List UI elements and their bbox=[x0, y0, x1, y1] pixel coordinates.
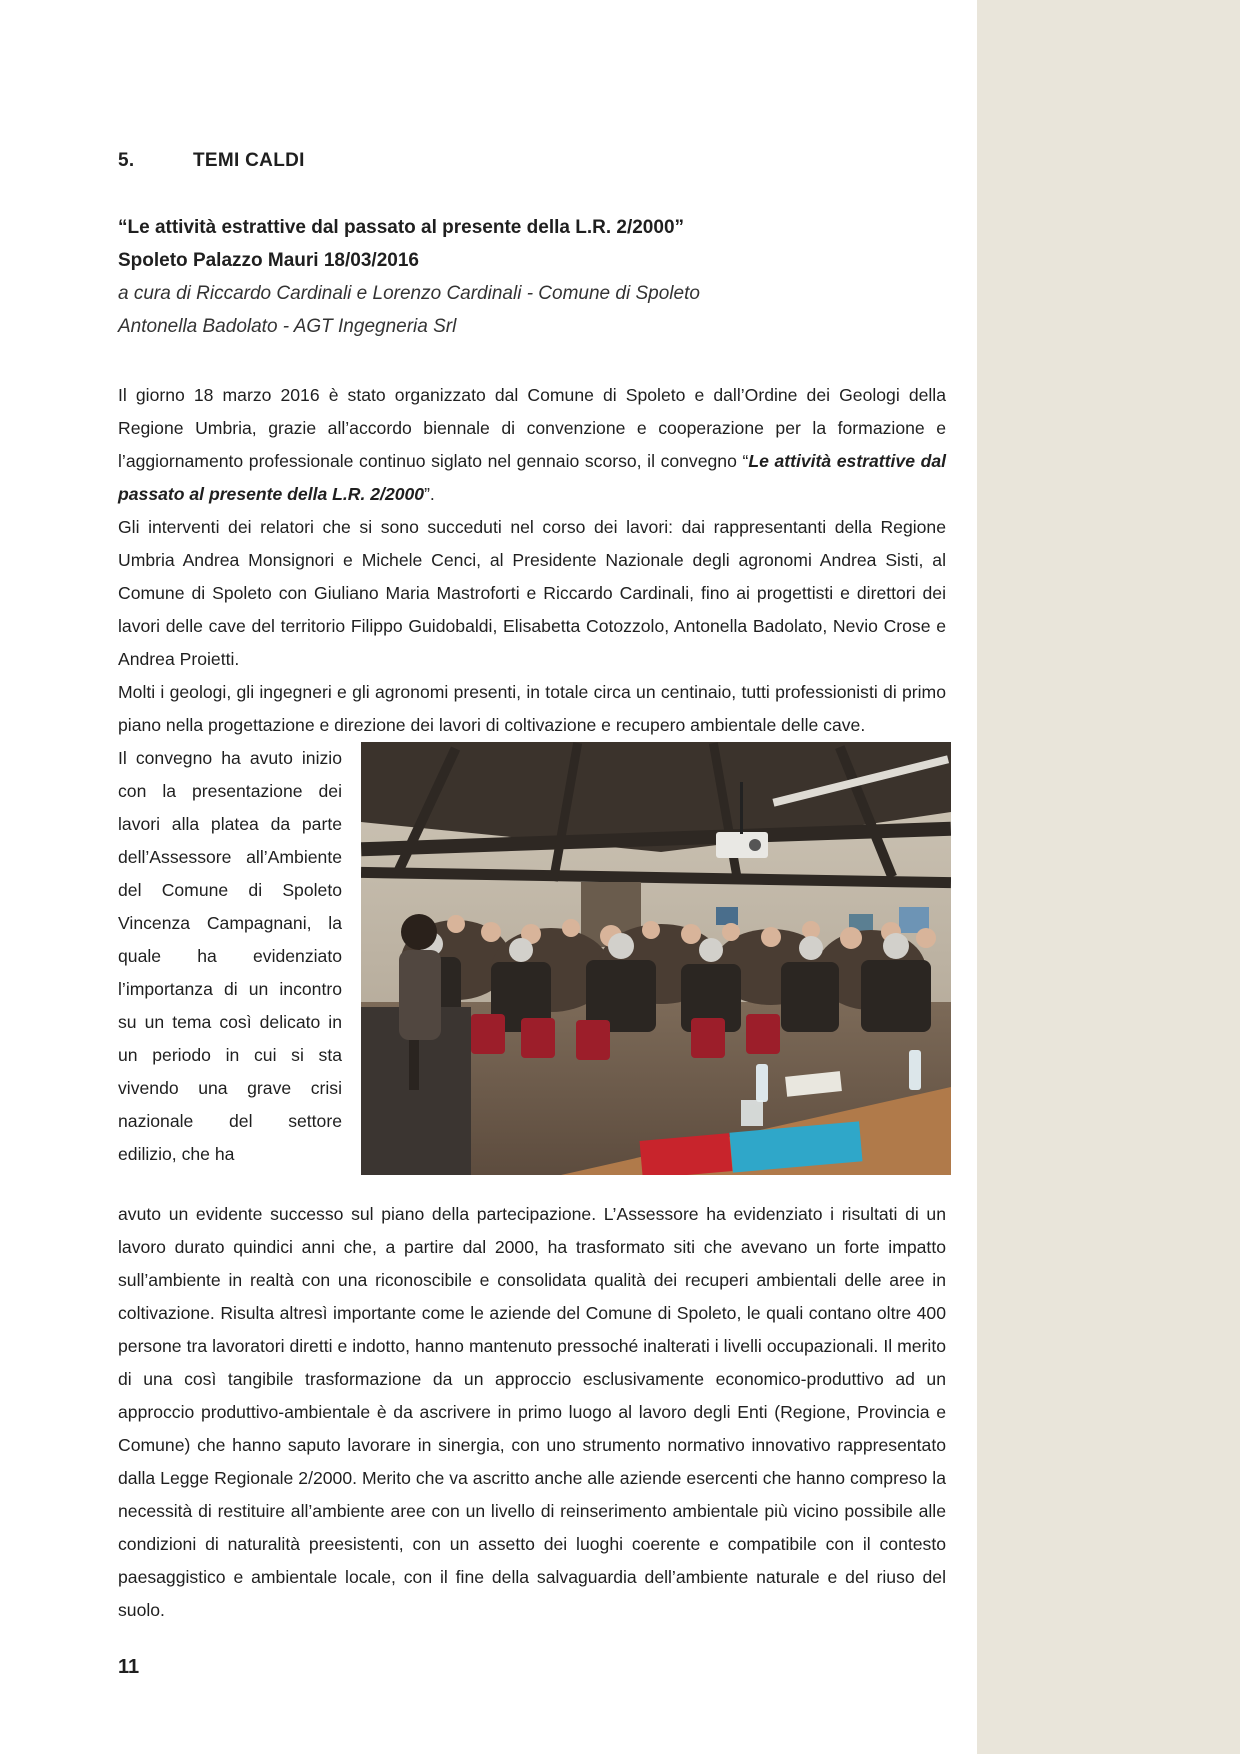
paragraph-opening-wrapped: Il convegno ha avuto inizio con la presentazione dei lavori alla platea da parte dell’Assessore all’Ambiente del Comune di Spoleto Vincenza Campagnani, la quale ha evidenziato l’importanza di un incontro su un tema così delicato in un periodo in cui si sta vivendo una grave crisi nazionale del settore edilizio, che ha bbox=[118, 748, 342, 1164]
section-number: 5. bbox=[118, 150, 135, 171]
article-venue: Spoleto Palazzo Mauri 18/03/2016 bbox=[118, 250, 419, 271]
section-title: TEMI CALDI bbox=[193, 150, 305, 171]
paragraph-intro-text: Il giorno 18 marzo 2016 è stato organizzato dal Comune di Spoleto e dall’Ordine dei Geologi della Regione Umbria, grazie all’accordo biennale di convenzione e cooperazione per la formazione e l’aggiornamento professionale continuo siglato nel gennaio scorso, il convegno “ bbox=[118, 385, 946, 471]
page-number: 11 bbox=[118, 1656, 140, 1678]
section-heading bbox=[118, 150, 305, 172]
conference-audience-photo bbox=[361, 742, 951, 1175]
side-margin-band bbox=[977, 0, 1240, 1754]
article-authors-affiliation: Antonella Badolato - AGT Ingegneria Srl bbox=[118, 316, 457, 337]
paragraph-speakers: Gli interventi dei relatori che si sono succeduti nel corso dei lavori: dai rappresentanti della Regione Umbria Andrea Monsignori e Michele Cenci, al Presidente Nazionale degli agronomi Andrea Sisti, al Comune di Spoleto con Giuliano Maria Mastroforti e Riccardo Cardinali, fino ai progettisti e direttori dei lavori delle cave del territorio Filippo Guidobaldi, Elisabetta Cotozzolo, Antonella Badolato, Nevio Crose e Andrea Proietti. bbox=[118, 517, 946, 669]
article-title: “Le attività estrattive dal passato al presente della L.R. 2/2000” bbox=[118, 217, 685, 238]
convegno-title-emphasis: Le attività estrattive dal passato al presente della L.R. 2/2000 bbox=[118, 451, 946, 504]
paragraph-attendees: Molti i geologi, gli ingegneri e gli agronomi presenti, in totale circa un centinaio, tutti professionisti di primo piano nella progettazione e direzione dei lavori di coltivazione e recupero ambientale delle cave. bbox=[118, 682, 946, 735]
article-authors: a cura di Riccardo Cardinali e Lorenzo Cardinali - Comune di Spoleto bbox=[118, 283, 700, 304]
paragraph-assessore-results: avuto un evidente successo sul piano della partecipazione. L’Assessore ha evidenziato i risultati di un lavoro durato quindici anni che, a partire dal 2000, ha trasformato siti che avevano un forte impatto sull’ambiente in realtà con una riconoscibile e consolidata qualità dei recuperi ambientali delle aree in coltivazione. Risulta altresì importante come le aziende del Comune di Spoleto, le quali contano oltre 400 persone tra lavoratori diretti e indotto, hanno mantenuto pressoché inalterati i livelli occupazionali. Il merito di una così tangibile trasformazione da un approccio esclusivamente economico-produttivo ad un approccio produttivo-ambientale è da ascrivere in primo luogo al lavoro degli Enti (Regione, Provincia e Comune) che hanno saputo lavorare in sinergia, con uno strumento normativo innovativo rappresentato dalla Legge Regionale 2/2000. Merito che va ascritto anche alle aziende esercenti che hanno compreso la necessità di restituire all’ambiente aree con un livello di reinserimento ambientale più vicino possibile alle condizioni di naturalità preesistenti, con un assetto dei luoghi coerente e compatibile con il contesto paesaggistico e ambientale locale, con il fine della salvaguardia dell’ambiente naturale e del riuso del suolo. bbox=[118, 1204, 946, 1620]
paragraph-intro bbox=[118, 379, 946, 511]
paragraph-intro-end: ”. bbox=[424, 484, 435, 504]
